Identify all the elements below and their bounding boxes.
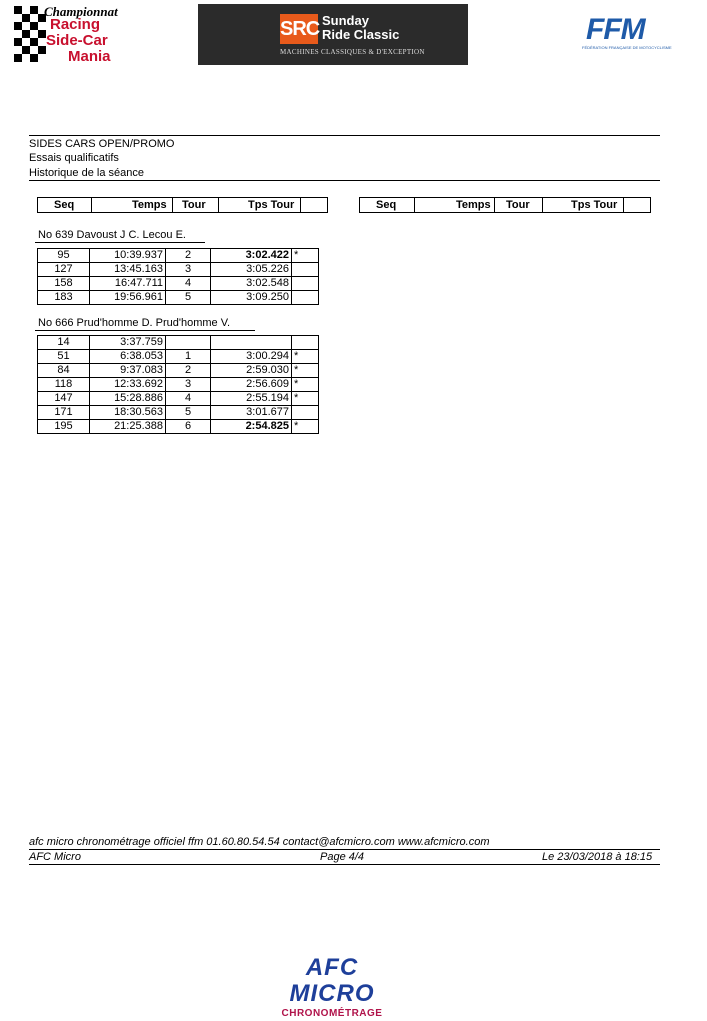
lap-time <box>211 336 292 350</box>
col-tour-header: Tour <box>182 199 206 211</box>
lap-number: 4 <box>166 277 211 291</box>
improvement-mark <box>292 336 319 350</box>
improvement-mark: * <box>292 249 319 263</box>
col-temps-header-right: Temps <box>456 199 491 211</box>
lap-seq: 195 <box>38 420 90 434</box>
lap-row <box>38 277 319 291</box>
lap-time: 2:56.609 <box>211 378 292 392</box>
laps-table <box>37 335 319 434</box>
lap-seq: 183 <box>38 291 90 305</box>
footer-page-number: Page 4/4 <box>320 851 365 863</box>
lap-number: 1 <box>166 350 211 364</box>
footer-contact: afc micro chronométrage officiel ffm 01.60.80.54.54 contact@afcmicro.com www.afcmicro.com <box>29 836 490 848</box>
lap-row <box>38 249 319 263</box>
lap-seq: 147 <box>38 392 90 406</box>
improvement-mark: * <box>292 420 319 434</box>
session-title: Essais qualificatifs <box>29 152 119 164</box>
lap-time: 3:02.548 <box>211 277 292 291</box>
lap-seq: 127 <box>38 263 90 277</box>
lap-number: 4 <box>166 392 211 406</box>
col-seq-header-right: Seq <box>376 199 397 211</box>
lap-number: 2 <box>166 364 211 378</box>
lap-time: 3:05.226 <box>211 263 292 277</box>
ffm-subtitle: FÉDÉRATION FRANÇAISE DE MOTOCYCLISME <box>582 45 672 50</box>
improvement-mark <box>292 277 319 291</box>
lap-time: 3:09.250 <box>211 291 292 305</box>
competitor-title <box>38 228 186 242</box>
logo-tagline: MACHINES CLASSIQUES & D'EXCEPTION <box>280 48 425 56</box>
lap-row <box>38 336 319 350</box>
lap-seq: 51 <box>38 350 90 364</box>
lap-seq: 14 <box>38 336 90 350</box>
category-title: SIDES CARS OPEN/PROMO <box>29 138 175 150</box>
sunday-ride-classic-logo <box>198 4 468 65</box>
lap-row <box>38 291 319 305</box>
improvement-mark: * <box>292 364 319 378</box>
footer-bottom-rule <box>29 864 660 865</box>
improvement-mark: * <box>292 350 319 364</box>
lap-number: 3 <box>166 378 211 392</box>
col-temps-header: Temps <box>132 199 167 211</box>
improvement-mark: * <box>292 378 319 392</box>
lap-row <box>38 406 319 420</box>
ffm-logo <box>582 13 672 54</box>
lap-elapsed-time: 21:25.388 <box>90 420 166 434</box>
lap-elapsed-time: 13:45.163 <box>90 263 166 277</box>
competitor-name: No 666 Prud'homme D. Prud'homme V. <box>38 317 231 329</box>
logo-racing-text: Racing <box>50 16 101 33</box>
logo-sidecar-text: Side-Car <box>46 32 108 49</box>
lap-number: 5 <box>166 406 211 420</box>
footer-date: Le 23/03/2018 à 18:15 <box>542 851 653 863</box>
logo-mania-text: Mania <box>68 48 111 65</box>
lap-seq: 84 <box>38 364 90 378</box>
lap-elapsed-time: 16:47.711 <box>90 277 166 291</box>
laps-table <box>37 248 319 305</box>
lap-time: 3:00.294 <box>211 350 292 364</box>
lap-time: 3:01.677 <box>211 406 292 420</box>
afc-micro-tagline: CHRONOMÉTRAGE <box>281 1008 383 1019</box>
lap-row <box>38 392 319 406</box>
lap-seq: 118 <box>38 378 90 392</box>
competitor-name: No 639 Davoust J C. Lecou E. <box>38 229 186 241</box>
lap-time: 2:54.825 <box>211 420 292 434</box>
lap-elapsed-time: 3:37.759 <box>90 336 166 350</box>
competitor-title <box>38 316 230 330</box>
lap-seq: 171 <box>38 406 90 420</box>
lap-number: 6 <box>166 420 211 434</box>
src-badge: SRC <box>280 14 318 44</box>
lap-elapsed-time: 9:37.083 <box>90 364 166 378</box>
afc-micro-logo <box>262 954 402 1019</box>
lap-elapsed-time: 12:33.692 <box>90 378 166 392</box>
lap-time: 2:55.194 <box>211 392 292 406</box>
improvement-mark: * <box>292 392 319 406</box>
lap-number: 3 <box>166 263 211 277</box>
col-tps-tour-header: Tps Tour <box>248 199 295 211</box>
lap-row <box>38 420 319 434</box>
logo-ride-classic-text: Ride Classic <box>322 27 400 42</box>
lap-number <box>166 336 211 350</box>
afc-micro-name: AFC MICRO <box>289 954 375 1007</box>
lap-row <box>38 364 319 378</box>
report-title: Historique de la séance <box>29 167 144 179</box>
logo-championnat-text: Championnat <box>44 4 118 19</box>
lap-elapsed-time: 6:38.053 <box>90 350 166 364</box>
ffm-mark: FFM <box>586 13 645 46</box>
col-tps-tour-header-right: Tps Tour <box>571 199 618 211</box>
lap-elapsed-time: 10:39.937 <box>90 249 166 263</box>
footer-rule <box>29 849 660 850</box>
col-tour-header-right: Tour <box>506 199 530 211</box>
column-header-right <box>359 197 651 213</box>
logo-sunday-text: Sunday <box>322 13 369 28</box>
lap-number: 2 <box>166 249 211 263</box>
lap-time: 2:59.030 <box>211 364 292 378</box>
improvement-mark <box>292 263 319 277</box>
header-top-rule <box>29 135 660 136</box>
lap-number: 5 <box>166 291 211 305</box>
lap-row <box>38 350 319 364</box>
header-bottom-rule <box>29 180 660 181</box>
lap-seq: 158 <box>38 277 90 291</box>
improvement-mark <box>292 406 319 420</box>
lap-time: 3:02.422 <box>211 249 292 263</box>
lap-row <box>38 263 319 277</box>
lap-elapsed-time: 15:28.886 <box>90 392 166 406</box>
lap-elapsed-time: 19:56.961 <box>90 291 166 305</box>
footer-company: AFC Micro <box>29 851 81 863</box>
improvement-mark <box>292 291 319 305</box>
lap-seq: 95 <box>38 249 90 263</box>
championnat-logo <box>14 2 144 70</box>
col-seq-header: Seq <box>54 199 75 211</box>
column-header-left <box>37 197 328 213</box>
lap-row <box>38 378 319 392</box>
checkered-flag-icon <box>14 6 48 66</box>
lap-elapsed-time: 18:30.563 <box>90 406 166 420</box>
